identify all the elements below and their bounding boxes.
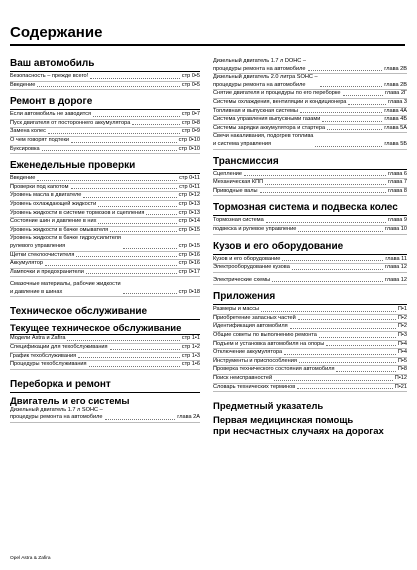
toc-entry[interactable] <box>213 384 407 393</box>
toc-entry-title: Размеры и массы <box>213 306 260 313</box>
toc-entry[interactable] <box>213 58 407 74</box>
toc-entry[interactable] <box>10 227 200 236</box>
toc-entry[interactable] <box>213 133 407 149</box>
toc-entry[interactable] <box>10 120 200 129</box>
toc-entry[interactable] <box>10 210 200 219</box>
toc-entry[interactable] <box>10 407 200 423</box>
toc-entry[interactable] <box>213 188 407 197</box>
leader-dots <box>123 248 177 249</box>
toc-entry-title: Кузов и его оборудование <box>213 255 281 262</box>
toc-entry-page: глава 5Б <box>384 140 407 147</box>
toc-entry-page: стр 0•10 <box>178 136 200 143</box>
toc-entry-page: стр 1•2 <box>181 344 200 351</box>
section-maintenance: Техническое обслуживание <box>10 306 200 320</box>
toc-entry-page: П•21 <box>394 383 407 390</box>
toc-entry[interactable] <box>10 335 200 344</box>
toc-entry[interactable] <box>10 281 200 297</box>
toc-entry-page: глава 7 <box>388 179 407 186</box>
toc-entry-page: стр 0•9 <box>181 128 200 135</box>
toc-entry-title: Электрооборудование кузова <box>213 264 290 271</box>
toc-entry[interactable] <box>213 179 407 188</box>
toc-entry[interactable] <box>213 264 407 273</box>
leader-dots <box>123 293 177 294</box>
leader-dots <box>274 380 393 381</box>
leader-dots <box>284 354 396 355</box>
toc-entry-title: Дизельный двигатель 2.0 литра SOHC – процедуры ремонта на автомобиле <box>213 74 318 88</box>
leader-dots <box>343 95 383 96</box>
toc-entry-title: Поиск неисправностей <box>213 375 273 382</box>
toc-entry-title: Система управления выпускными газами <box>213 116 321 123</box>
page-title: Содержание <box>10 24 405 46</box>
toc-entry-title: Идентификация автомобиля <box>213 323 288 330</box>
toc-entry-title: Отключение аккумулятора <box>213 349 283 356</box>
section-your-car: Ваш автомобиль <box>10 58 200 72</box>
toc-entry[interactable] <box>213 341 407 350</box>
section-appendices: Приложения <box>213 291 407 305</box>
leader-dots <box>110 231 177 232</box>
toc-entry-page: стр 1•3 <box>181 352 200 359</box>
leader-dots <box>110 349 180 350</box>
toc-entry-title: Приобретение запасных частей <box>213 314 296 321</box>
section-brakes-suspension: Тормозная система и подвеска колес <box>213 202 407 216</box>
toc-entry[interactable] <box>10 73 200 82</box>
toc-entry[interactable] <box>10 344 200 353</box>
toc-entry[interactable] <box>213 99 407 108</box>
toc-entry-title: Лампочки и предохранители <box>10 268 84 275</box>
leader-dots <box>298 319 396 320</box>
toc-entry-page: глава 2В <box>384 65 407 72</box>
leader-dots <box>282 260 383 261</box>
leader-dots <box>42 150 177 151</box>
leader-dots <box>132 124 179 125</box>
toc-entry[interactable] <box>10 137 200 146</box>
leader-dots <box>244 175 386 176</box>
toc-entry[interactable] <box>213 323 407 332</box>
toc-entry-page: глава 11 <box>385 255 407 262</box>
toc-entry-page: П•2 <box>397 323 407 330</box>
leader-dots <box>292 269 383 270</box>
toc-entry-page: стр 0•11 <box>179 175 200 182</box>
toc-entry-page: стр 1•1 <box>181 335 200 342</box>
toc-entry-page: глава 5А <box>384 124 407 131</box>
toc-entry-title: Аккумулятор <box>10 260 44 267</box>
index-title[interactable]: Предметный указатель <box>213 401 324 413</box>
toc-entry-page: стр 0•8 <box>181 119 200 126</box>
leader-dots <box>146 214 176 215</box>
leader-dots <box>71 188 178 189</box>
toc-entry[interactable] <box>10 260 200 269</box>
leader-dots <box>98 223 176 224</box>
leader-dots <box>308 70 382 71</box>
toc-entry-page: П•5 <box>397 357 407 364</box>
section-body: Кузов и его оборудование <box>213 241 407 255</box>
toc-entry-page: стр 0•13 <box>178 209 200 216</box>
toc-entry-page: стр 0•16 <box>178 251 200 258</box>
toc-entry-page: глава 12 <box>384 276 407 283</box>
toc-entry[interactable] <box>10 128 200 137</box>
toc-entry[interactable] <box>213 375 407 384</box>
toc-entry[interactable] <box>213 277 407 286</box>
leader-dots <box>300 112 382 113</box>
toc-entry-title: Тормозная система <box>213 217 264 224</box>
toc-entry[interactable] <box>213 332 407 341</box>
toc-entry[interactable] <box>10 361 200 370</box>
leader-dots <box>322 121 382 122</box>
toc-entry-page: глава 4А <box>384 107 407 114</box>
toc-entry[interactable] <box>10 353 200 362</box>
toc-entry-page: стр 0•14 <box>178 218 200 225</box>
leader-dots <box>45 265 177 266</box>
toc-entry-title: Спецификации для техобслуживания <box>10 344 108 351</box>
toc-entry-page: стр 0•11 <box>179 183 200 190</box>
leader-dots <box>299 362 396 363</box>
toc-entry[interactable] <box>10 175 200 184</box>
leader-dots <box>78 357 180 358</box>
toc-entry[interactable] <box>10 111 200 120</box>
toc-entry-page: стр 0•7 <box>181 111 200 118</box>
first-aid-title[interactable]: Первая медицинская помощь при несчастных случаях на дорогах <box>213 415 384 438</box>
toc-entry-title: Буксировка <box>10 145 40 152</box>
toc-entry-page: П•12 <box>394 375 407 382</box>
leader-dots <box>37 180 177 181</box>
leader-dots <box>37 86 179 87</box>
toc-entry-title: Модели Astra и Zafira <box>10 335 66 342</box>
leader-dots <box>89 366 180 367</box>
toc-entry[interactable] <box>10 192 200 201</box>
toc-entry-page: стр 0•5 <box>181 73 200 79</box>
section-transmission: Трансмиссия <box>213 156 407 170</box>
toc-entry-title: подвеска и рулевое управление <box>213 225 297 232</box>
toc-entry-title: Уровень жидкости в бачке гидроусилителя рулевого управления <box>10 235 121 249</box>
toc-entry-title: Электрические схемы <box>213 276 271 283</box>
toc-entry[interactable] <box>213 171 407 180</box>
toc-entry[interactable] <box>10 201 200 210</box>
leader-dots <box>266 222 386 223</box>
toc-entry[interactable] <box>213 256 407 265</box>
leader-dots <box>315 146 382 147</box>
toc-entry-page: стр 0•15 <box>178 242 200 249</box>
toc-entry[interactable] <box>213 125 407 134</box>
subsection-routine-maintenance: Текущее техническое обслуживание <box>10 323 200 335</box>
leader-dots <box>320 86 383 87</box>
toc-entry[interactable] <box>213 217 407 226</box>
toc-entry-page: стр 0•12 <box>178 192 200 199</box>
toc-entry-title: Введение <box>10 175 36 182</box>
leader-dots <box>298 231 383 232</box>
toc-entry[interactable] <box>213 349 407 358</box>
toc-entry[interactable] <box>213 315 407 324</box>
toc-entry-title: Процедуры техобслуживания <box>10 361 87 368</box>
toc-entry-title: Уровень масла в двигателе <box>10 192 82 199</box>
toc-entry[interactable] <box>213 358 407 367</box>
toc-entry-page: глава 8 <box>388 187 407 194</box>
toc-entry-page: глава 2В <box>384 81 407 88</box>
toc-entry[interactable] <box>10 235 200 251</box>
leader-dots <box>86 273 177 274</box>
toc-entry-page: глава 6 <box>388 170 407 177</box>
toc-entry-page: П•8 <box>397 366 407 373</box>
toc-entry-title: Уровень жидкости в системе тормозов и сцепления <box>10 209 145 216</box>
toc-entry-title: Свечи накаливания, подогрев топлива и система управления <box>213 133 314 147</box>
leader-dots <box>260 192 387 193</box>
toc-entry-page: стр 0•16 <box>178 260 200 267</box>
toc-entry-title: Инструменты и приспособления <box>213 357 297 364</box>
leader-dots <box>98 206 176 207</box>
leader-dots <box>327 129 382 130</box>
leader-dots <box>297 388 393 389</box>
leader-dots <box>290 328 396 329</box>
toc-entry[interactable] <box>10 184 200 193</box>
toc-entry-page: стр 0•10 <box>178 145 200 152</box>
toc-entry-page: глава 12 <box>384 264 407 271</box>
toc-entry-page: стр 0•18 <box>178 288 200 295</box>
right-column <box>213 58 407 437</box>
leader-dots <box>76 256 176 257</box>
toc-entry-title: Проверки под капотом <box>10 183 69 190</box>
leader-dots <box>265 184 386 185</box>
toc-entry-page: глава 2А <box>177 414 200 421</box>
toc-entry[interactable] <box>213 90 407 99</box>
toc-entry-page: П•2 <box>397 314 407 321</box>
toc-entry-title: О чем говорят подтеки <box>10 136 70 143</box>
leader-dots <box>326 345 396 346</box>
toc-entry-page: П•3 <box>397 332 407 339</box>
toc-entry[interactable] <box>10 146 200 155</box>
toc-entry-title: Смазочные материалы, рабочие жидкости и давление в шинах <box>10 281 121 295</box>
toc-entry-title: Общие советы по выполнению ремонта <box>213 332 317 339</box>
toc-entry[interactable] <box>10 82 200 91</box>
toc-entry[interactable] <box>10 269 200 278</box>
toc-entry-title: Замена колес <box>10 128 46 135</box>
toc-entry-title: Уровень охлаждающей жидкости <box>10 200 97 207</box>
toc-entry-page: стр 0•5 <box>181 81 200 88</box>
leader-dots <box>319 337 396 338</box>
toc-entry[interactable] <box>10 218 200 227</box>
toc-entry-title: Проверка технического состояния автомобиля <box>213 366 335 373</box>
toc-entry-title: Словарь технических терминов <box>213 383 296 390</box>
leader-dots <box>105 419 176 420</box>
toc-entry[interactable] <box>213 116 407 125</box>
leader-dots <box>67 340 179 341</box>
section-weekly-checks: Еженедельные проверки <box>10 160 200 174</box>
toc-entry-title: Топливная и выпускная системы <box>213 107 298 114</box>
toc-entry[interactable] <box>10 252 200 261</box>
toc-entry[interactable] <box>213 306 407 315</box>
toc-entry-title: Безопасность – прежде всего! <box>10 73 89 79</box>
toc-entry-title: Снятие двигателя и процедуры по его переборке <box>213 90 341 97</box>
toc-entry-page: глава 2Г <box>384 90 407 97</box>
toc-entry-page: стр 0•15 <box>178 226 200 233</box>
leader-dots <box>348 104 386 105</box>
leader-dots <box>71 142 177 143</box>
toc-entry-title: Пуск двигателя от постороннего аккумулятора <box>10 119 131 126</box>
page-footer: Opel Astra & Zafira <box>10 556 51 561</box>
toc-entry-page: стр 0•13 <box>178 200 200 207</box>
toc-entry-page: П•1 <box>397 306 407 313</box>
toc-entry-title: Системы охлаждения, вентиляции и кондиционера <box>213 98 347 105</box>
section-repairs: Переборка и ремонт <box>10 379 200 393</box>
toc-entry[interactable] <box>213 226 407 235</box>
section-roadside-repair: Ремонт в дороге <box>10 96 200 110</box>
toc-entry-page: глава 9 <box>388 217 407 224</box>
subsection-engine: Двигатель и его системы <box>10 395 130 407</box>
toc-entry-title: Системы зарядки аккумулятора и стартера <box>213 124 326 131</box>
toc-entry-title: Приводные валы <box>213 187 258 194</box>
toc-entry-title: Уровень жидкости в бачке омывателя <box>10 226 109 233</box>
toc-entry-page: стр 0•17 <box>178 268 200 275</box>
toc-entry-title: Дизельный двигатель 1.7 л SOHC – процедуры ремонта на автомобиле <box>10 406 103 421</box>
toc-entry-title: Введение <box>10 81 36 88</box>
leader-dots <box>48 133 180 134</box>
toc-entry-page: глава 4Б <box>384 116 407 123</box>
toc-entry-title: Подъем и установка автомобиля на опоры <box>213 340 325 347</box>
toc-entry[interactable] <box>213 74 407 90</box>
toc-entry-title: Сцепление <box>213 170 243 177</box>
leader-dots <box>93 116 180 117</box>
toc-entry-title: Дизельный двигатель 1.7 л DOHC – процедуры ремонта на автомобиле <box>213 58 307 72</box>
leader-dots <box>336 371 395 372</box>
toc-entry-page: П•4 <box>397 349 407 356</box>
toc-entry[interactable] <box>213 366 407 375</box>
toc-entry-title: Механическая КПП <box>213 179 264 186</box>
toc-entry-page: глава 3 <box>388 98 407 105</box>
leader-dots <box>83 197 176 198</box>
toc-entry-title: Щетки стеклоочистителя <box>10 251 75 258</box>
toc-entry-page: стр 1•6 <box>181 361 200 368</box>
toc-entry-title: Состояние шин и давление в них <box>10 218 97 225</box>
toc-entry-title: Если автомобиль не заводится <box>10 111 92 118</box>
toc-entry-page: глава 10 <box>384 225 407 232</box>
leader-dots <box>272 281 383 282</box>
leader-dots <box>261 311 396 312</box>
leader-dots <box>90 78 180 79</box>
left-column <box>10 58 200 423</box>
toc-entry[interactable] <box>213 108 407 117</box>
toc-entry-title: График техобслуживания <box>10 352 77 359</box>
toc-entry-page: П•4 <box>397 340 407 347</box>
